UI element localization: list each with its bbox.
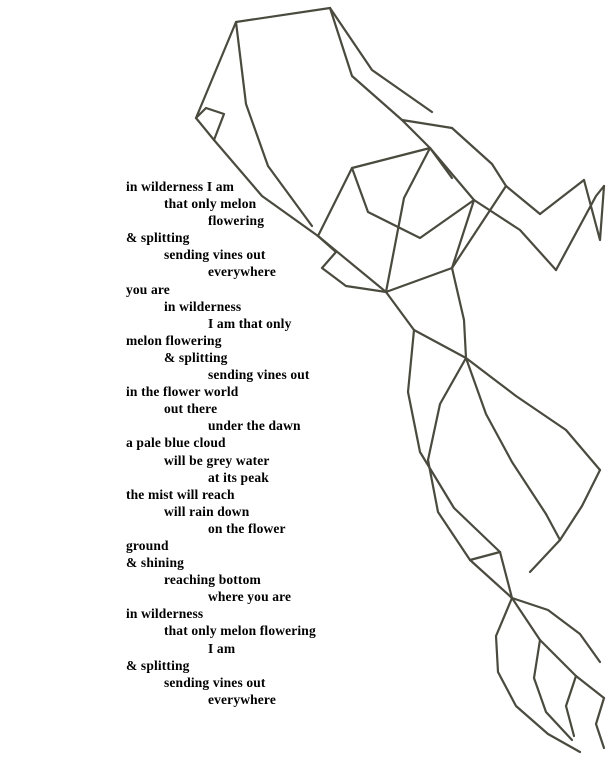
poem-line: I am (208, 640, 236, 656)
poem-line: sending vines out (208, 367, 310, 383)
poem-line: flowering (208, 213, 265, 229)
poem-line: that only melon flowering (164, 623, 316, 639)
poem-line: in wilderness (126, 606, 204, 622)
poem-line: I am that only (208, 315, 292, 331)
poem-line: where you are (208, 589, 292, 605)
poem-line: ground (126, 537, 169, 553)
poem-line: everywhere (208, 691, 276, 707)
poem-line: in wilderness I am (126, 179, 235, 194)
poem-line: will rain down (164, 503, 250, 519)
poem-line: & splitting (164, 349, 228, 365)
poem-line: sending vines out (164, 674, 266, 690)
poem-line: that only melon (164, 196, 257, 212)
poem-line: in wilderness (164, 298, 242, 314)
poem-line: a pale blue cloud (126, 435, 226, 451)
poem-line: at its peak (208, 469, 269, 485)
poem-line: will be grey water (164, 452, 270, 468)
poem-line: in the flower world (126, 384, 239, 400)
poem-line: sending vines out (164, 247, 266, 263)
poem-line: everywhere (208, 264, 276, 280)
poem-line: on the flower (208, 520, 286, 536)
poem-text (126, 178, 456, 708)
poem-line: under the dawn (208, 418, 301, 434)
poem-line: reaching bottom (164, 572, 261, 588)
poem-line: you are (126, 281, 170, 297)
poem-line: & splitting (126, 230, 190, 246)
poem-line: & splitting (126, 657, 190, 673)
poem-line: out there (164, 401, 218, 417)
poem-line: & shining (126, 555, 184, 571)
poem-line: the mist will reach (126, 486, 235, 502)
poem-line: melon flowering (126, 332, 222, 348)
